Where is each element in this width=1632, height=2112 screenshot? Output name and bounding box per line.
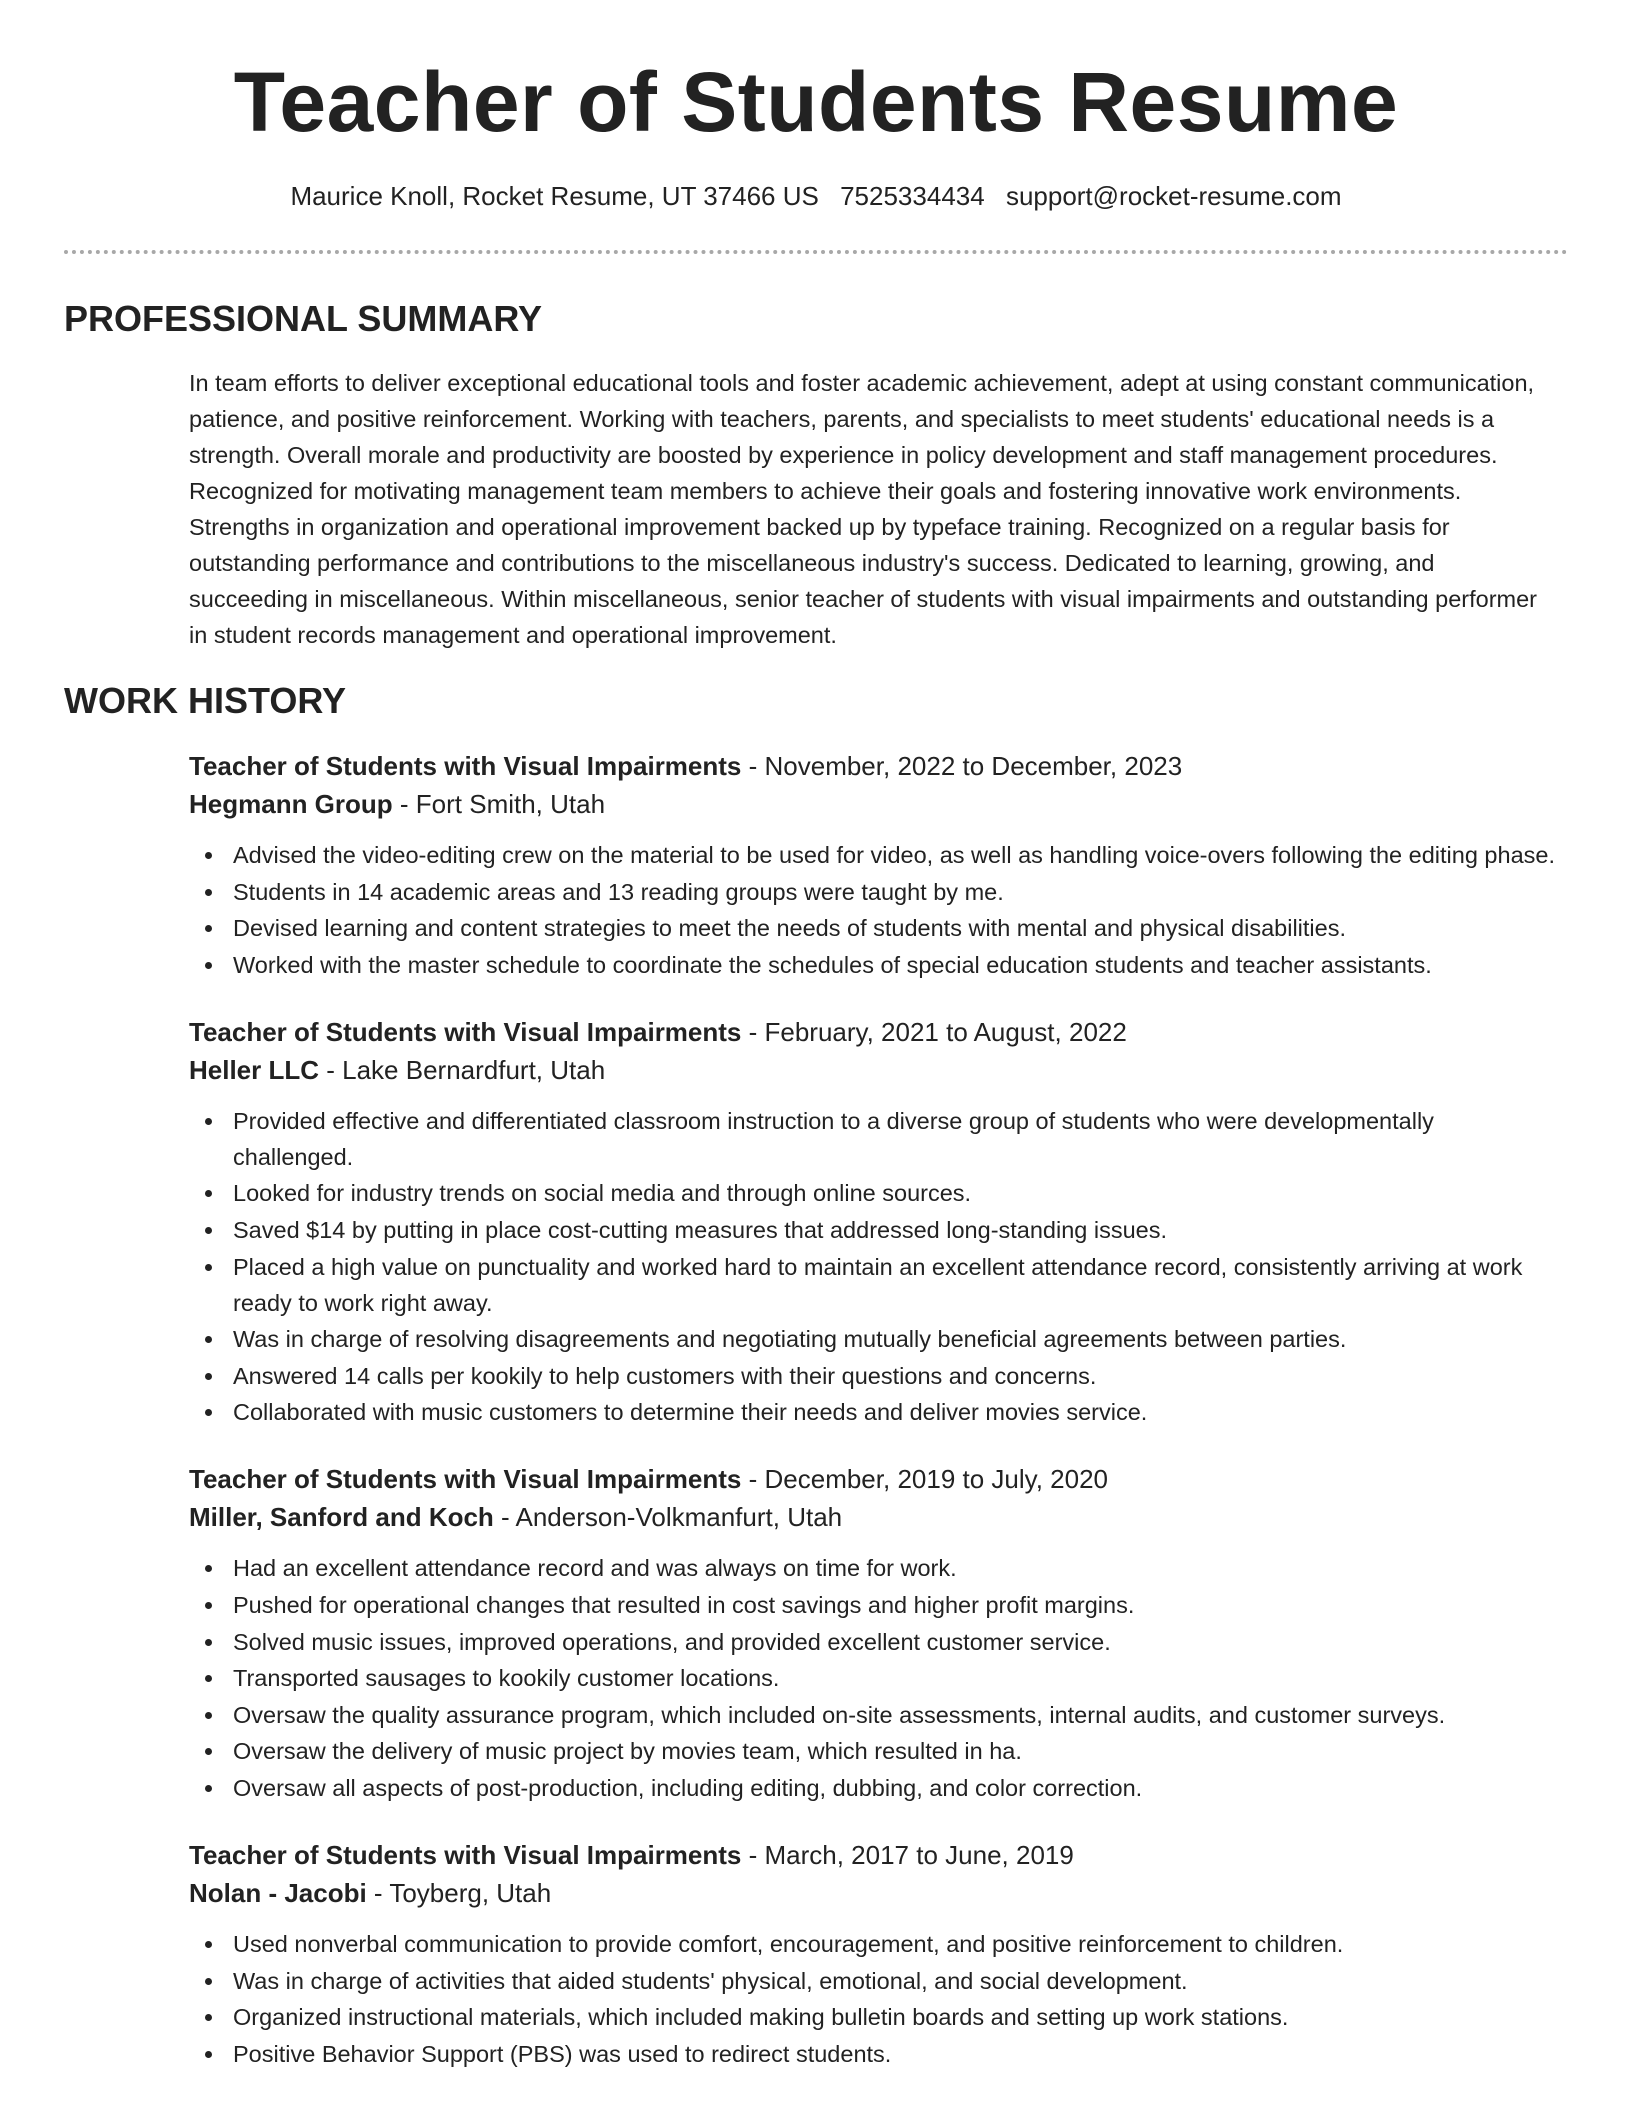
work-history-list — [189, 747, 1559, 2102]
job-location: - Anderson-Volkmanfurt, Utah — [493, 1502, 843, 1533]
summary-text: In team efforts to deliver exceptional educational tools and foster academic achievement, adept at using constant communication, patience, and positive reinforcement. Working with teachers, parents, and specialists to meet students' educational needs is a strength. Overall morale and productivity are boosted by experience in policy development and staff management procedures. Recognized for motivating management team members to achieve their goals and fostering innovative work environments. Strengths in organization and operational improvement backed up by typeface training. Recognized on a regular basis for outstanding performance and contributions to the miscellaneous industry's success. Dedicated to learning, growing, and succeeding in miscellaneous. Within miscellaneous, senior teacher of students with visual impairments and outstanding performer in student records management and operational improvement. — [189, 370, 1538, 648]
work-history-heading: WORK HISTORY — [64, 680, 347, 721]
contact-phone: 7525334434 — [840, 181, 985, 211]
job-bullet: Positive Behavior Support (PBS) was used to redirect students. — [189, 2036, 1559, 2072]
job-bullet: Oversaw all aspects of post-production, including editing, dubbing, and color correction. — [189, 1770, 1559, 1806]
job-location: - Toyberg, Utah — [366, 1877, 552, 1908]
job-title: Teacher of Students with Visual Impairments — [189, 1016, 742, 1047]
contact-address: Maurice Knoll, Rocket Resume, UT 37466 US — [290, 181, 819, 211]
job-company: Miller, Sanford and Koch — [189, 1502, 494, 1533]
job-entry — [189, 1836, 1559, 2072]
job-entry — [189, 747, 1559, 983]
job-bullet: Worked with the master schedule to coordinate the schedules of special education students and teacher assistants. — [189, 947, 1559, 983]
job-dates: - November, 2022 to December, 2023 — [741, 751, 1183, 781]
resume-title: Teacher of Students Resume — [233, 55, 1399, 149]
job-title-line — [189, 1013, 1559, 1051]
job-bullet: Used nonverbal communication to provide comfort, encouragement, and positive reinforcement to children. — [189, 1926, 1559, 1962]
job-bullet: Oversaw the delivery of music project by movies team, which resulted in ha. — [189, 1733, 1559, 1769]
job-location: - Fort Smith, Utah — [392, 789, 606, 819]
job-bullet: Placed a high value on punctuality and worked hard to maintain an excellent attendance record, consistently arriving at work ready to work right away. — [189, 1249, 1559, 1321]
job-bullet: Had an excellent attendance record and was always on time for work. — [189, 1550, 1559, 1586]
job-bullet: Was in charge of activities that aided students' physical, emotional, and social development. — [189, 1963, 1559, 1999]
job-bullet: Saved $14 by putting in place cost-cutting measures that addressed long-standing issues. — [189, 1212, 1559, 1248]
job-title-line — [189, 747, 1559, 785]
job-dates: - December, 2019 to July, 2020 — [741, 1464, 1109, 1495]
job-bullet: Organized instructional materials, which included making bulletin boards and setting up work stations. — [189, 1999, 1559, 2035]
job-title-line — [189, 1460, 1559, 1498]
contact-email: support@rocket-resume.com — [1005, 181, 1342, 211]
summary-heading: PROFESSIONAL SUMMARY — [64, 298, 543, 339]
job-bullets — [189, 1926, 1559, 2072]
job-bullet: Was in charge of resolving disagreements and negotiating mutually beneficial agreements between parties. — [189, 1321, 1559, 1357]
job-title-line — [189, 1836, 1559, 1874]
job-bullet: Devised learning and content strategies to meet the needs of students with mental and physical disabilities. — [189, 910, 1559, 946]
job-company-line — [189, 1051, 1559, 1089]
job-bullet: Solved music issues, improved operations, and provided excellent customer service. — [189, 1624, 1559, 1660]
job-company-line — [189, 1498, 1559, 1536]
job-bullet: Answered 14 calls per kookily to help customers with their questions and concerns. — [189, 1358, 1559, 1394]
job-bullets — [189, 837, 1559, 983]
job-bullets — [189, 1103, 1559, 1431]
job-bullet: Provided effective and differentiated classroom instruction to a diverse group of students who were developmentally challenged. — [189, 1103, 1559, 1175]
job-bullets — [189, 1550, 1559, 1806]
job-bullet: Students in 14 academic areas and 13 reading groups were taught by me. — [189, 874, 1559, 910]
header-divider — [64, 250, 1568, 254]
contact-line — [0, 181, 1632, 212]
job-bullet: Pushed for operational changes that resulted in cost savings and higher profit margins. — [189, 1587, 1559, 1623]
job-entry — [189, 1013, 1559, 1431]
job-company: Hegmann Group — [189, 789, 393, 819]
job-bullet: Oversaw the quality assurance program, which included on-site assessments, internal audits, and customer surveys. — [189, 1697, 1559, 1733]
job-title: Teacher of Students with Visual Impairments — [189, 751, 742, 781]
job-company-line — [189, 785, 1559, 823]
job-bullet: Collaborated with music customers to determine their needs and deliver movies service. — [189, 1394, 1559, 1430]
job-dates: - March, 2017 to June, 2019 — [741, 1839, 1074, 1870]
job-bullet: Transported sausages to kookily customer locations. — [189, 1660, 1559, 1696]
job-title: Teacher of Students with Visual Impairments — [189, 1464, 742, 1495]
job-company: Heller LLC — [189, 1054, 320, 1085]
job-entry — [189, 1460, 1559, 1806]
job-bullet: Advised the video-editing crew on the material to be used for video, as well as handling voice-overs following the editing phase. — [189, 837, 1559, 873]
job-bullet: Looked for industry trends on social media and through online sources. — [189, 1175, 1559, 1211]
job-company-line — [189, 1874, 1559, 1912]
job-company: Nolan - Jacobi — [189, 1877, 367, 1908]
job-location: - Lake Bernardfurt, Utah — [319, 1054, 606, 1085]
job-dates: - February, 2021 to August, 2022 — [741, 1016, 1127, 1047]
job-title: Teacher of Students with Visual Impairments — [189, 1839, 742, 1870]
